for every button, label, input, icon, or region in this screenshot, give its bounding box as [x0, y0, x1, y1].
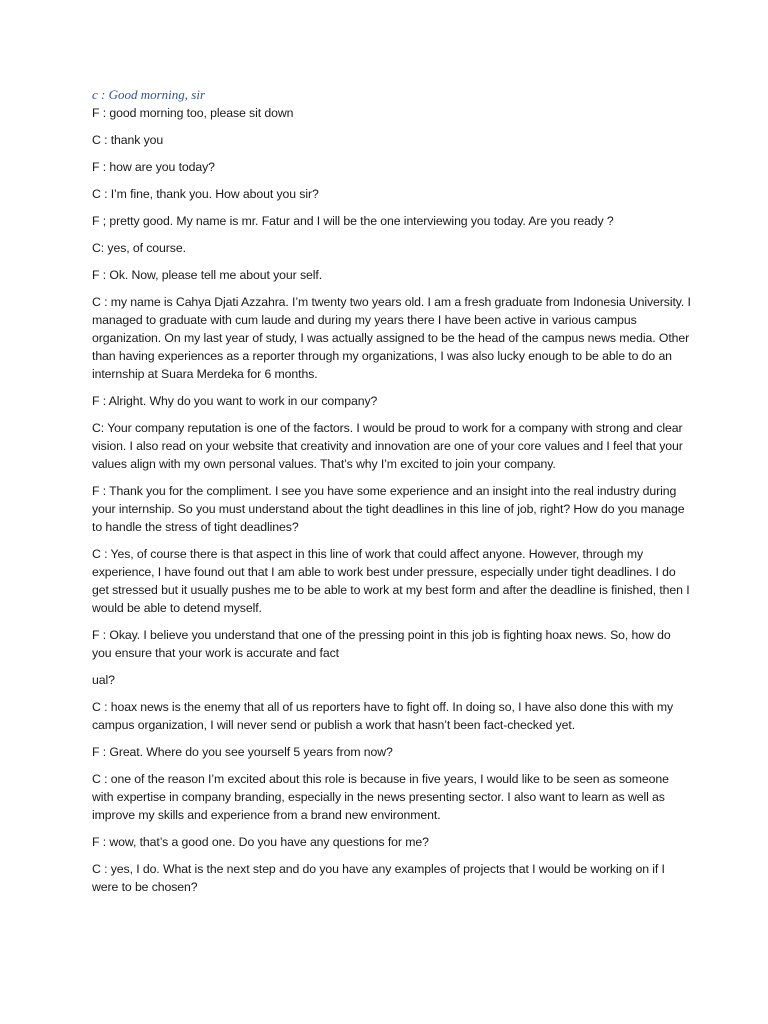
dialogue-line: F : wow, that’s a good one. Do you have any questions for me?	[92, 835, 429, 849]
dialogue-line: C : thank you	[92, 133, 164, 147]
dialogue-line: F : good morning too, please sit down	[92, 106, 294, 120]
dialogue-line: C : I’m fine, thank you. How about you sir?	[92, 187, 319, 201]
dialogue-line: C: yes, of course.	[92, 241, 186, 255]
dialogue-line: ual?	[92, 673, 115, 687]
dialogue-line: F : how are you today?	[92, 160, 215, 174]
dialogue-line: C : my name is Cahya Djati Azzahra. I’m twenty two years old. I am a fresh graduate from Indonesia University. I managed to graduate with cum laude and during my years there I have been active in various campus organization. On my last year of study, I was actually assigned to be the head of the campus news media. Other than having experiences as a reporter through my organizations, I was also lucky enough to be able to do an internship at Suara Merdeka for 6 months.	[92, 295, 691, 381]
dialogue-line: C : yes, I do. What is the next step and do you have any examples of projects that I would be working on if I were to be chosen?	[92, 862, 665, 894]
dialogue-line: F ; pretty good. My name is mr. Fatur and I will be the one interviewing you today. Are you ready ?	[92, 214, 614, 228]
opening-line: c : Good morning, sir	[92, 87, 206, 102]
dialogue-line: C : hoax news is the enemy that all of us reporters have to fight off. In doing so, I have also done this with my campus organization, I will never send or publish a work that hasn’t been fact-checked yet.	[92, 700, 674, 732]
dialogue-line: F : Great. Where do you see yourself 5 years from now?	[92, 745, 393, 759]
dialogue-line: F : Alright. Why do you want to work in our company?	[92, 394, 378, 408]
dialogue-line: C: Your company reputation is one of the factors. I would be proud to work for a company with strong and clear vision. I also read on your website that creativity and innovation are one of your core values and I feel that your values align with my own personal values. That’s why I’m excited to join your company.	[92, 421, 683, 471]
dialogue-line: F : Thank you for the compliment. I see you have some experience and an insight into the real industry during your internship. So you must understand about the tight deadlines in this line of job, right? How do you manage to handle the stress of tight deadlines?	[92, 484, 685, 534]
dialogue-line: C : one of the reason I’m excited about this role is because in five years, I would like to be seen as someone with expertise in company branding, especially in the news presenting sector. I also want to learn as well as improve my skills and experience from a brand new environment.	[92, 772, 669, 822]
document-page	[92, 86, 692, 905]
dialogue-line: F : Okay. I believe you understand that one of the pressing point in this job is fighting hoax news. So, how do you ensure that your work is accurate and fact	[92, 628, 671, 660]
dialogue-line: C : Yes, of course there is that aspect in this line of work that could affect anyone. However, through my experience, I have found out that I am able to work best under pressure, especially under tight deadlines. I do get stressed but it usually pushes me to be able to work at my best form and after the deadline is finished, then I would be able to detend myself.	[92, 547, 690, 615]
dialogue-line: F : Ok. Now, please tell me about your self.	[92, 268, 323, 282]
